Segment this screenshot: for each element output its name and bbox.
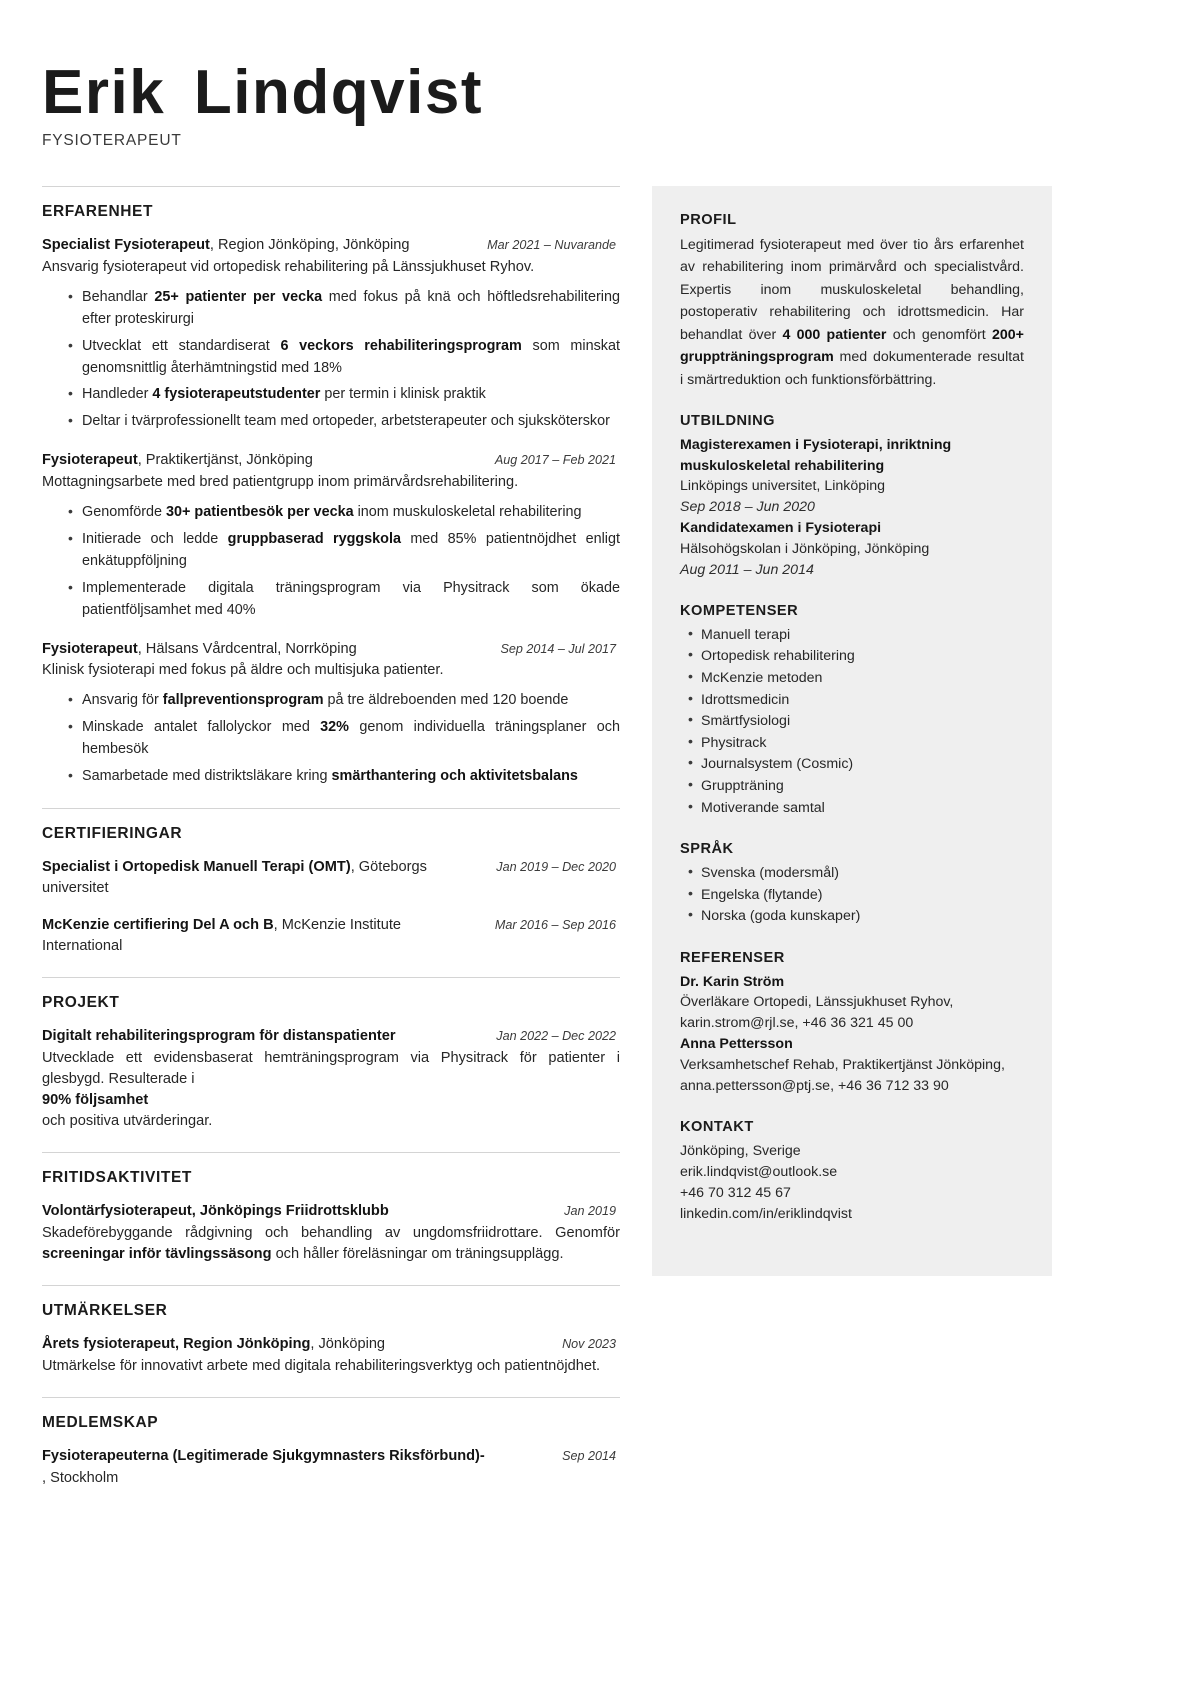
education-date: Aug 2011 – Jun 2014 — [680, 561, 814, 578]
list-item — [68, 384, 620, 406]
sidebar-section-languages — [680, 841, 1024, 928]
description-pre: Utvecklade ett evidensbaserat hemträningsprogram via Physitrack för patienter i glesbygd. Resulterade i — [42, 1049, 620, 1087]
bullet-pre: Implementerade digitala träningsprogram via Physitrack som ökade patientföljsamhet med 40% — [82, 579, 620, 618]
education-degree: Kandidatexamen i Fysioterapi — [680, 520, 882, 537]
entry-title — [42, 450, 481, 471]
entry-date: Jan 2022 – Dec 2022 — [496, 1028, 616, 1043]
profile-p3: med dokumenterade resultat i smärtreduktion och funktionsförbättring. — [680, 349, 1024, 388]
entry-title — [42, 639, 486, 660]
entry-bullet-list — [42, 287, 620, 433]
entry-org: , Praktikertjänst, Jönköping — [137, 452, 313, 469]
entry-org: , Jönköping — [310, 1336, 386, 1353]
bullet-pre: Deltar i tvärprofessionellt team med ortopeder, arbetsterapeuter och sjuksköterskor — [82, 413, 610, 430]
entry-role: Fysioterapeut — [42, 640, 138, 657]
bullet-post: inom muskuloskeletal rehabilitering — [353, 504, 582, 521]
reference-contact: anna.pettersson@ptj.se, +46 36 712 33 90 — [680, 1078, 949, 1095]
list-item: • Gruppträning — [688, 776, 1024, 798]
bullet-pre: Behandlar — [82, 288, 155, 305]
entry-date: Sep 2014 – Jul 2017 — [500, 641, 616, 656]
reference-name: Dr. Karin Ström — [680, 973, 785, 990]
entry-role: Volontärfysioterapeut, Jönköpings Friidrottsklubb — [42, 1203, 389, 1220]
sidebar-heading-languages: SPRÅK — [680, 841, 734, 858]
experience-entry — [42, 235, 620, 433]
experience-entry — [42, 450, 620, 621]
section-heading-memberships: MEDLEMSKAP — [42, 1414, 159, 1432]
entry-date: Jan 2019 – Dec 2020 — [496, 859, 616, 874]
sidebar-section-education — [680, 413, 1024, 581]
bullet-bold: 32% — [320, 719, 349, 736]
bullet-post: som minskat genomsnittlig återhämtningstid med 18% — [82, 337, 620, 376]
list-item: • Smärtfysiologi — [688, 711, 1024, 733]
profile-p2: och genomfört — [886, 326, 993, 343]
entry-role: McKenzie certifiering Del A och B — [42, 917, 274, 934]
description-post: och håller föreläsningar om träningsupplägg. — [271, 1246, 564, 1263]
entry-org: , Hälsans Vårdcentral, Norrköping — [137, 640, 357, 657]
bullet-pre: Handleder — [82, 386, 153, 403]
entry-title — [42, 915, 481, 956]
bullet-bold: fallpreventionsprogram — [162, 692, 324, 709]
bullet-pre: Minskade antalet fallolyckor med — [82, 719, 321, 736]
entry-header — [42, 1026, 620, 1047]
bullet-bold: 25+ patienter per vecka — [154, 288, 323, 305]
entry-header — [42, 1334, 620, 1355]
entry-header — [42, 1201, 620, 1222]
entry-date: Nov 2023 — [562, 1337, 616, 1352]
list-item — [68, 287, 620, 331]
list-item: • Idrottsmedicin — [688, 690, 1024, 712]
section-divider — [42, 1285, 620, 1286]
entry-title — [42, 1201, 550, 1222]
list-item — [68, 411, 620, 433]
main-column — [42, 186, 638, 1509]
sidebar-section-profile — [680, 212, 1024, 391]
education-school: Linköpings universitet, Linköping — [680, 478, 886, 495]
description-bold: 90% följsamhet — [42, 1091, 149, 1108]
profile-text — [680, 234, 1024, 391]
entry-role: Årets fysioterapeut, Region Jönköping — [42, 1336, 311, 1353]
description-bold: screeningar inför tävlingssäsong — [42, 1246, 272, 1263]
entry-org: , Stockholm — [42, 1469, 119, 1486]
sidebar-section-skills — [680, 603, 1024, 819]
entry-org: , McKenzie Institute International — [42, 917, 402, 955]
section-heading-awards: UTMÄRKELSER — [42, 1302, 168, 1320]
reference-detail: Överläkare Ortopedi, Länssjukhuset Ryhov, — [680, 994, 954, 1011]
contact-email[interactable]: erik.lindqvist@outlook.se — [680, 1164, 838, 1181]
entry-title — [42, 235, 473, 256]
entry-header — [42, 450, 620, 471]
section-certifications — [42, 808, 620, 957]
list-item: • Physitrack — [688, 733, 1024, 755]
entry-date: Sep 2014 — [562, 1449, 616, 1464]
entry-summary: Ansvarig fysioterapeut vid ortopedisk rehabilitering på Länssjukhuset Ryhov. — [42, 258, 535, 275]
bullet-post: per termin i klinisk praktik — [320, 386, 486, 403]
reference-contact: karin.strom@rjl.se, +46 36 321 45 00 — [680, 1015, 914, 1032]
list-item: • Engelska (flytande) — [688, 885, 1024, 907]
description-pre: Skadeförebyggande rådgivning och behandling av ungdomsfriidrottare. Genomför — [42, 1224, 620, 1241]
entry-title — [42, 1446, 548, 1467]
list-item — [68, 766, 620, 788]
sidebar-heading-profile: PROFIL — [680, 212, 737, 228]
entry-header — [42, 915, 620, 956]
description-post: och positiva utvärderingar. — [42, 1113, 213, 1130]
profile-b2: 200+ gruppträningsprogram — [680, 326, 1024, 366]
list-item — [68, 529, 620, 573]
entry-bullet-list — [42, 502, 620, 621]
entry-title — [42, 857, 482, 898]
bullet-bold: smärthantering och aktivitetsbalans — [331, 768, 578, 785]
candidate-name: Erik Lindqvist — [42, 58, 483, 127]
sidebar-heading-references: REFERENSER — [680, 949, 785, 966]
entry-role: Fysioterapeut — [42, 452, 138, 469]
bullet-pre: Samarbetade med distriktsläkare kring — [82, 768, 332, 785]
sidebar-section-contact — [680, 1119, 1024, 1225]
list-item — [68, 502, 620, 524]
bullet-post: med fokus på knä och höftledsrehabilitering efter proteskirurgi — [82, 288, 621, 327]
entry-summary: Mottagningsarbete med bred patientgrupp inom primärvårdsrehabilitering. — [42, 473, 519, 490]
list-item: • Manuell terapi — [688, 625, 1024, 647]
contact-phone[interactable]: +46 70 312 45 67 — [680, 1185, 791, 1202]
bullet-pre: Initierade och ledde — [82, 530, 228, 547]
skills-list — [680, 625, 1024, 819]
list-item: • Journalsystem (Cosmic) — [688, 754, 1024, 776]
award-entry — [42, 1334, 620, 1377]
list-item: • Norska (goda kunskaper) — [688, 906, 1024, 928]
list-item — [68, 336, 620, 380]
entry-date: Mar 2021 – Nuvarande — [487, 238, 616, 252]
entry-header — [42, 639, 620, 660]
entry-bullet-list — [42, 690, 620, 788]
profile-b1: 4 000 patienter — [782, 326, 887, 343]
entry-description — [42, 1048, 620, 1133]
entry-org: , Region Jönköping, Jönköping — [209, 237, 410, 253]
languages-list — [680, 863, 1024, 928]
entry-description: Utmärkelse för innovativt arbete med digitala rehabiliteringsverktyg och patientnöjdhet. — [42, 1357, 601, 1374]
education-school: Hälsohögskolan i Jönköping, Jönköping — [680, 540, 930, 557]
bullet-bold: 30+ patientbesök per vecka — [166, 504, 354, 521]
bullet-post: med 85% patientnöjdhet enligt enkätuppföljning — [82, 530, 620, 569]
bullet-post: på tre äldreboenden med 120 boende — [323, 692, 569, 709]
entry-role: Digitalt rehabiliteringsprogram för distanspatienter — [42, 1027, 396, 1044]
profile-p1: Legitimerad fysioterapeut med över tio års erfarenhet av rehabilitering inom primärvård och specialistvård. Expertis inom muskuloskeletal behandling, postoperativ rehabilitering och idrottsmedicin. Har behandlat över — [680, 237, 1024, 343]
resume-body — [42, 186, 1148, 1509]
entry-description — [42, 1223, 620, 1265]
contact-location: Jönköping, Sverige — [680, 1143, 801, 1160]
bullet-post: genom individuella träningsplaner och hembesök — [82, 719, 620, 758]
experience-entry — [42, 639, 620, 788]
contact-linkedin[interactable]: linkedin.com/in/eriklindqvist — [680, 1206, 852, 1223]
list-item: • Svenska (modersmål) — [688, 863, 1024, 885]
sidebar-heading-contact: KONTAKT — [680, 1119, 754, 1136]
entry-date: Aug 2017 – Feb 2021 — [494, 453, 616, 468]
section-experience — [42, 186, 620, 788]
section-projects — [42, 977, 620, 1132]
section-volunteering — [42, 1152, 620, 1265]
section-divider — [42, 808, 620, 809]
list-item: • Ortopedisk rehabilitering — [688, 646, 1024, 668]
section-heading-projects: PROJEKT — [42, 993, 120, 1011]
reference-name: Anna Pettersson — [680, 1036, 793, 1053]
bullet-bold: 6 veckors rehabiliteringsprogram — [280, 337, 522, 354]
entry-org: , Göteborgs universitet — [42, 858, 427, 896]
entry-role: Specialist Fysioterapeut — [42, 237, 210, 253]
reference-detail: Verksamhetschef Rehab, Praktikertjänst Jönköping, — [680, 1057, 1005, 1074]
volunteering-entry — [42, 1201, 620, 1265]
list-item: • McKenzie metoden — [688, 668, 1024, 690]
section-divider — [42, 977, 620, 978]
sidebar-heading-skills: KOMPETENSER — [680, 602, 799, 619]
sidebar-heading-education: UTBILDNING — [680, 413, 775, 430]
bullet-pre: Genomförde — [82, 504, 166, 521]
section-divider — [42, 1397, 620, 1398]
entry-date: Jan 2019 — [564, 1204, 616, 1219]
entry-header — [42, 1446, 620, 1467]
sidebar-column — [652, 186, 1052, 1276]
project-entry — [42, 1026, 620, 1132]
section-heading-volunteering: FRITIDSAKTIVITET — [42, 1169, 192, 1187]
section-heading-experience: ERFARENHET — [42, 203, 154, 220]
entry-title — [42, 1026, 482, 1047]
sidebar-section-references — [680, 950, 1024, 1097]
certification-entry — [42, 915, 620, 956]
certification-entry — [42, 857, 620, 898]
education-date: Sep 2018 – Jun 2020 — [680, 499, 815, 516]
list-item: • Motiverande samtal — [688, 798, 1024, 820]
membership-entry — [42, 1446, 620, 1489]
entry-summary: Klinisk fysioterapi med fokus på äldre och multisjuka patienter. — [42, 662, 444, 679]
list-item — [68, 690, 620, 712]
section-awards — [42, 1285, 620, 1377]
section-divider — [42, 186, 620, 187]
entry-role: Specialist i Ortopedisk Manuell Terapi (OMT) — [42, 858, 351, 875]
bullet-pre: Ansvarig för — [82, 692, 163, 709]
bullet-pre: Utvecklat ett standardiserat — [82, 337, 281, 354]
list-item — [68, 578, 620, 622]
entry-title — [42, 1334, 548, 1355]
entry-header — [42, 235, 620, 256]
entry-date: Mar 2016 – Sep 2016 — [494, 918, 616, 933]
section-heading-certifications: CERTIFIERINGAR — [42, 824, 183, 842]
entry-role: Fysioterapeuterna (Legitimerade Sjukgymnasters Riksförbund)- — [42, 1448, 485, 1465]
bullet-bold: 4 fysioterapeutstudenter — [152, 386, 321, 403]
candidate-job-title: FYSIOTERAPEUT — [42, 132, 182, 149]
education-degree: Magisterexamen i Fysioterapi, inriktning muskuloskeletal rehabilitering — [680, 437, 952, 474]
section-divider — [42, 1152, 620, 1153]
section-memberships — [42, 1397, 620, 1489]
bullet-bold: gruppbaserad ryggskola — [227, 530, 401, 547]
resume-header — [42, 58, 1148, 150]
list-item — [68, 717, 620, 761]
entry-header — [42, 857, 620, 898]
